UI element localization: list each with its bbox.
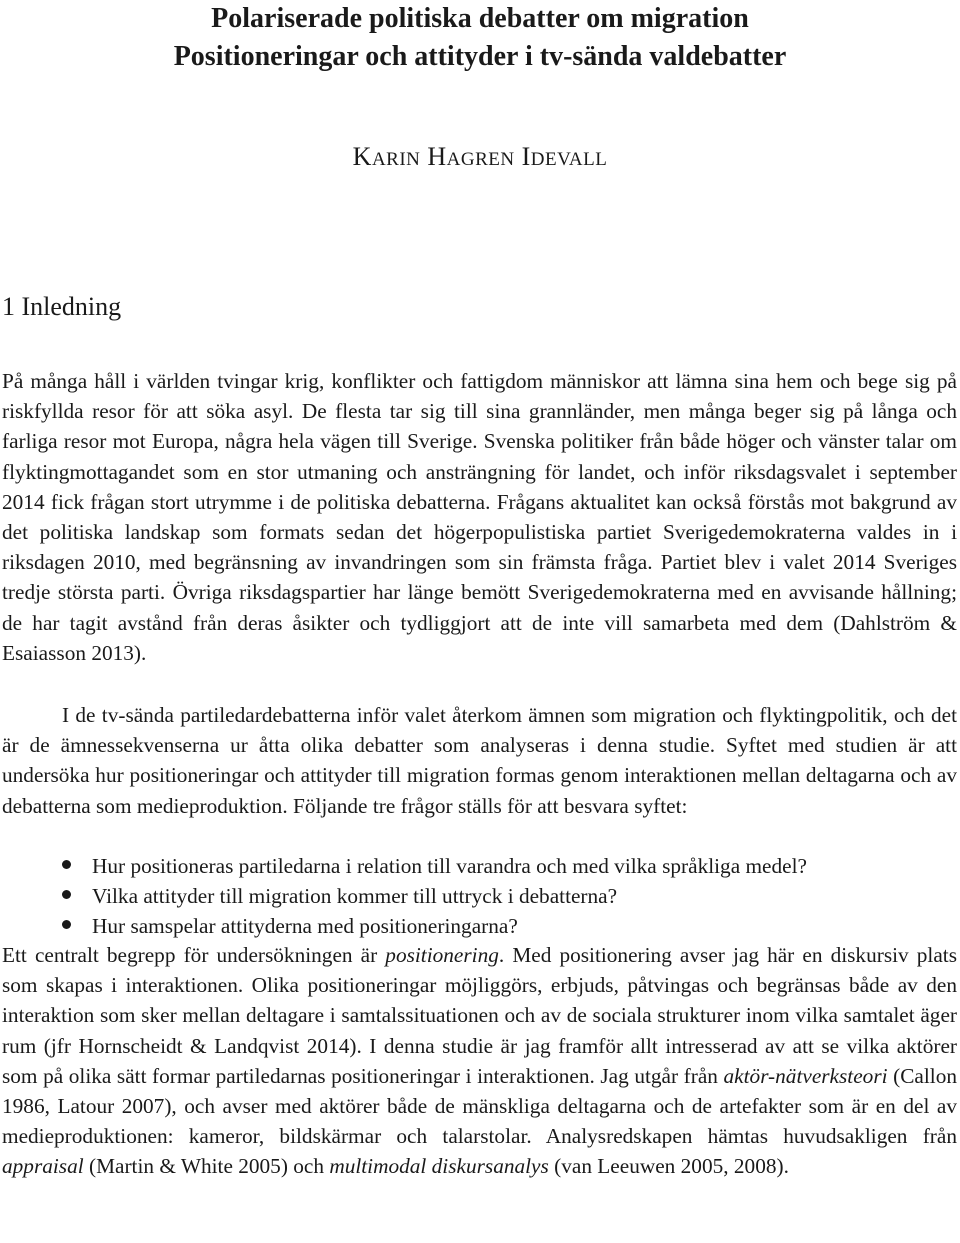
- author-first-rest: ARIN: [371, 149, 421, 170]
- term-appraisal: appraisal: [2, 1154, 84, 1179]
- author-middle-initial: H: [427, 142, 447, 171]
- intro-paragraph-2: I de tv-sända partiledardebatterna inför valet återkom ämnen som migration och flyktingpolitik, och det är de ämnessekvenserna ur åtta olika debatter som analyseras i denna studie. Syftet med studien är att undersöka hur positioneringar och attityder till migration formas genom interaktionen mellan deltagarna och av debatterna som medieproduktion. Följande tre frågor ställs för att besvara syftet:: [2, 703, 957, 818]
- author-last-initial: I: [521, 142, 531, 171]
- question-text: Hur positioneras partiledarna i relation till varandra och med vilka språkliga medel?: [92, 854, 807, 878]
- paper-title-line-2: Positioneringar och attityder i tv-sända valdebatter: [173, 41, 787, 72]
- author-last-rest: DEVALL: [530, 149, 608, 170]
- bullet-icon: [62, 920, 71, 929]
- bullet-icon: [62, 860, 71, 869]
- question-text: Hur samspelar attityderna med positioneringarna?: [92, 914, 518, 938]
- list-item: [0, 881, 807, 911]
- author-first-initial: K: [352, 142, 372, 171]
- section-heading: 1 Inledning: [2, 292, 122, 321]
- question-text: Vilka attityder till migration kommer till uttryck i debatterna?: [92, 884, 618, 908]
- paragraph-text: (Callon 1986, Latour 2007), och avser med aktörer både de mänskliga deltagarna och de artefakter som är en del av medieproduktionen: kameror, bildskärmar och talarstolar. Analysredskapen hämtas huvudsakligen från: [2, 1063, 957, 1149]
- paragraph-text: (Martin & White 2005) och: [83, 1154, 330, 1179]
- intro-paragraph-3: [2, 940, 957, 1182]
- list-item: [0, 911, 807, 941]
- author-name: [0, 142, 960, 172]
- term-positionering: positionering: [385, 943, 499, 967]
- paragraph-text: (van Leeuwen 2005, 2008).: [548, 1154, 789, 1179]
- term-multimodal-diskursanalys: multimodal diskursanalys: [329, 1154, 549, 1179]
- bullet-icon: [62, 890, 71, 899]
- paper-title-line-1: Polariserade politiska debatter om migration: [211, 3, 749, 34]
- term-aktor-natverksteori: aktör-nätverksteori: [723, 1063, 888, 1088]
- author-middle-rest: AGREN: [446, 149, 515, 170]
- paragraph-text: . Med positionering avser jag här en diskursiv plats som skapas i interaktionen. Olika positioneringar möjliggörs, erbjuds, påtvingas och begränsas både av den interaktion som sker mellan deltagare i samtalssituationen och av de sociala strukturer inom vilka samtalet äger rum (jfr Hornscheidt & Landqvist 2014). I denna studie är jag framför allt intresserad av att se vilka aktörer som på olika sätt formar partiledarnas positioneringar i interaktionen. Jag utgår från: [2, 943, 957, 1088]
- intro-paragraph-1: På många håll i världen tvingar krig, konflikter och fattigdom människor att lämna sina hem och bege sig på riskfyllda resor för att söka asyl. De flesta tar sig till sina grannländer, men många beger sig på långa och farliga resor mot Europa, några hela vägen till Sverige. Svenska politiker från både höger och vänster talar om flyktingmottagandet som en stor utmaning och ansträngning för landet, och inför riksdagsvalet i september 2014 fick frågan stort utrymme i de politiska debatterna. Frågans aktualitet kan också förstås mot bakgrund av det politiska landskap som formats sedan det högerpopulistiska partiet Sverigedemokraterna valdes in i riksdagen 2010, med begränsning av invandringen som sin främsta fråga. Partiet blev i valet 2014 Sveriges tredje största parti. Övriga riksdagspartier har länge bemött Sverigedemokraterna med en avvisande hållning; de har tagit avstånd från deras åsikter och tydliggjort att de inte vill samarbeta med dem (Dahlström & Esaiasson 2013).: [2, 369, 957, 665]
- research-questions-list: [0, 851, 807, 941]
- paragraph-text: Ett centralt begrepp för undersökningen är: [2, 943, 386, 967]
- list-item: [0, 851, 807, 881]
